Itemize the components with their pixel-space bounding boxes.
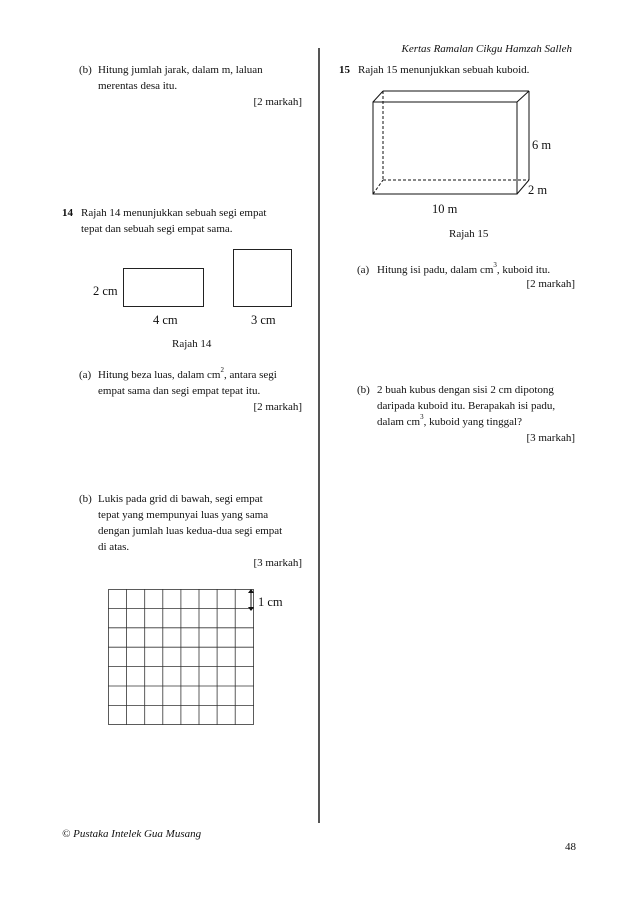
q14-b-line2: tepat yang mempunyai luas yang sama [98, 509, 269, 521]
drawing-grid [108, 589, 254, 725]
q15-b-line2: daripada kuboid itu. Berapakah isi padu, [377, 400, 556, 412]
q14-number: 14 [62, 207, 73, 219]
q14-b-line3: dengan jumlah luas kedua-dua segi empat [98, 525, 283, 537]
figure-15-caption: Rajah 15 [449, 228, 489, 240]
cuboid-length-label: 10 m [432, 202, 458, 216]
q15-b-label: (b) [357, 384, 370, 396]
footer-publisher: © Pustaka Intelek Gua Musang [62, 828, 202, 840]
q15-b-line3: dalam $cm^3$, kuboid yang tinggal? [377, 413, 522, 428]
q14-a-line2: empat sama dan segi empat tepat itu. [98, 385, 261, 397]
q14-b-line4: di atas. [98, 541, 130, 553]
q14-b-marks: [3 markah] [253, 557, 302, 569]
q14-b-line1: Lukis pada grid di bawah, segi empat [98, 493, 263, 505]
cuboid-figure [370, 90, 530, 195]
square-shape [233, 249, 292, 307]
q14-stem-line1: Rajah 14 menunjukkan sebuah segi empat [81, 207, 267, 219]
q13-b-line2: merentas desa itu. [98, 80, 178, 92]
q14-a-line1: Hitung beza luas, dalam $cm^2$, antara segi [98, 366, 277, 381]
square-side-label: 3 cm [251, 313, 276, 327]
q15-number: 15 [339, 64, 350, 76]
rectangle-shape [123, 268, 204, 307]
grid-unit-label: 1 cm [258, 595, 283, 609]
figure-14-caption: Rajah 14 [172, 338, 212, 350]
q15-a-text: Hitung isi padu, dalam $cm^3$, kuboid itu. [377, 261, 551, 276]
page-header: Kertas Ramalan Cikgu Hamzah Salleh [401, 43, 572, 55]
page-number: 48 [565, 841, 576, 853]
q13-b-label: (b) [79, 64, 92, 76]
q13-b-line1: Hitung jumlah jarak, dalam m, laluan [98, 64, 263, 76]
q13-b-marks-text: [2 markah] [253, 96, 302, 108]
q15-stem: Rajah 15 menunjukkan sebuah kuboid. [358, 64, 530, 76]
cuboid-depth-label: 2 m [528, 183, 548, 197]
q15-a-marks: [2 markah] [526, 278, 575, 290]
q14-a-label: (a) [79, 369, 92, 381]
rectangle-height-label: 2 cm [93, 284, 118, 298]
cuboid-height-label: 6 m [532, 138, 552, 152]
q15-b-marks: [3 markah] [526, 432, 575, 444]
grid-unit-arrow-icon [246, 588, 256, 612]
q15-a-label: (a) [357, 264, 370, 276]
q14-a-marks: [2 markah] [253, 401, 302, 413]
q14-b-label: (b) [79, 493, 92, 505]
q14-stem-line2: tepat dan sebuah segi empat sama. [81, 223, 233, 235]
column-divider [318, 48, 320, 823]
rectangle-width-label: 4 cm [153, 313, 178, 327]
q15-b-line1: 2 buah kubus dengan sisi 2 cm dipotong [377, 384, 554, 396]
